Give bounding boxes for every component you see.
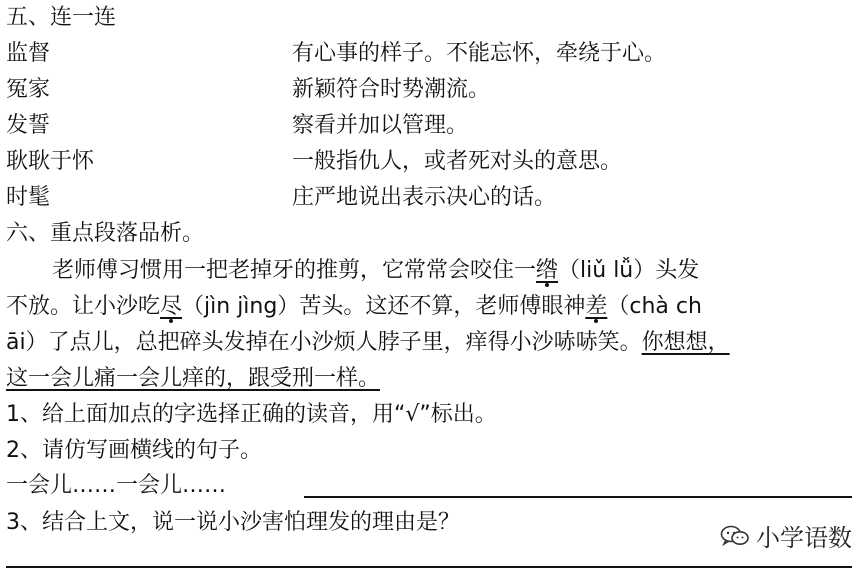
match-definition-2: 新颖符合时势潮流。 (292, 77, 491, 102)
dotted-char: 绺 (536, 258, 559, 283)
question-3: 3、结合上文，说一说小沙害怕理发的理由是？ (6, 510, 460, 535)
wechat-icon (720, 524, 750, 548)
match-definition-1: 有心事的样子。不能忘怀，牵绕于心。 (292, 41, 667, 66)
match-definition-4: 一般指仇人，或者死对头的意思。 (292, 149, 623, 174)
match-definition-3: 察看并加以管理。 (292, 113, 469, 138)
dotted-char: 尽 (160, 294, 183, 319)
dotted-char: 差 (585, 294, 608, 319)
underlined-sentence-continued: 这一会儿痛一会儿痒的，跟受刑一样。 (6, 366, 381, 391)
section6-heading: 六、重点段落品析。 (6, 221, 205, 246)
imitation-prompt: 一会儿……一会儿…… (6, 473, 227, 498)
watermark (720, 518, 852, 553)
pinyin-choice: （jìn jìng）苦头。这还不算，老师傅眼神 (182, 294, 586, 319)
answer-blank-line[interactable] (304, 496, 852, 498)
answer-blank-line[interactable] (6, 566, 852, 568)
underlined-sentence: 你想想， (641, 330, 730, 355)
match-term-2: 冤家 (6, 77, 51, 102)
match-term-3: 发誓 (6, 113, 51, 138)
passage-line-3 (6, 328, 730, 358)
match-term-4: 耿耿于怀 (6, 149, 95, 174)
section5-heading: 五、连一连 (6, 5, 117, 30)
match-term-5: 时髦 (6, 185, 51, 210)
pinyin-choice: （liǔ lǚ）头发 (558, 258, 700, 283)
question-2: 2、请仿写画横线的句子。 (6, 438, 262, 463)
question-1: 1、给上面加点的字选择正确的读音，用“√”标出。 (6, 402, 497, 427)
passage-line-2 (6, 292, 702, 322)
passage-line-1 (52, 256, 699, 286)
watermark-text: 小学语数 (756, 524, 852, 552)
passage-text: āi）了点儿，总把碎头发掉在小沙烦人脖子里，痒得小沙哧哧笑。 (6, 330, 642, 355)
pinyin-choice: （chà ch (607, 294, 702, 319)
match-term-1: 监督 (6, 41, 51, 66)
passage-text: 老师傅习惯用一把老掉牙的推剪，它常常会咬住一 (52, 258, 537, 283)
match-definition-5: 庄严地说出表示决心的话。 (292, 185, 557, 210)
passage-text: 不放。让小沙吃 (6, 294, 161, 319)
